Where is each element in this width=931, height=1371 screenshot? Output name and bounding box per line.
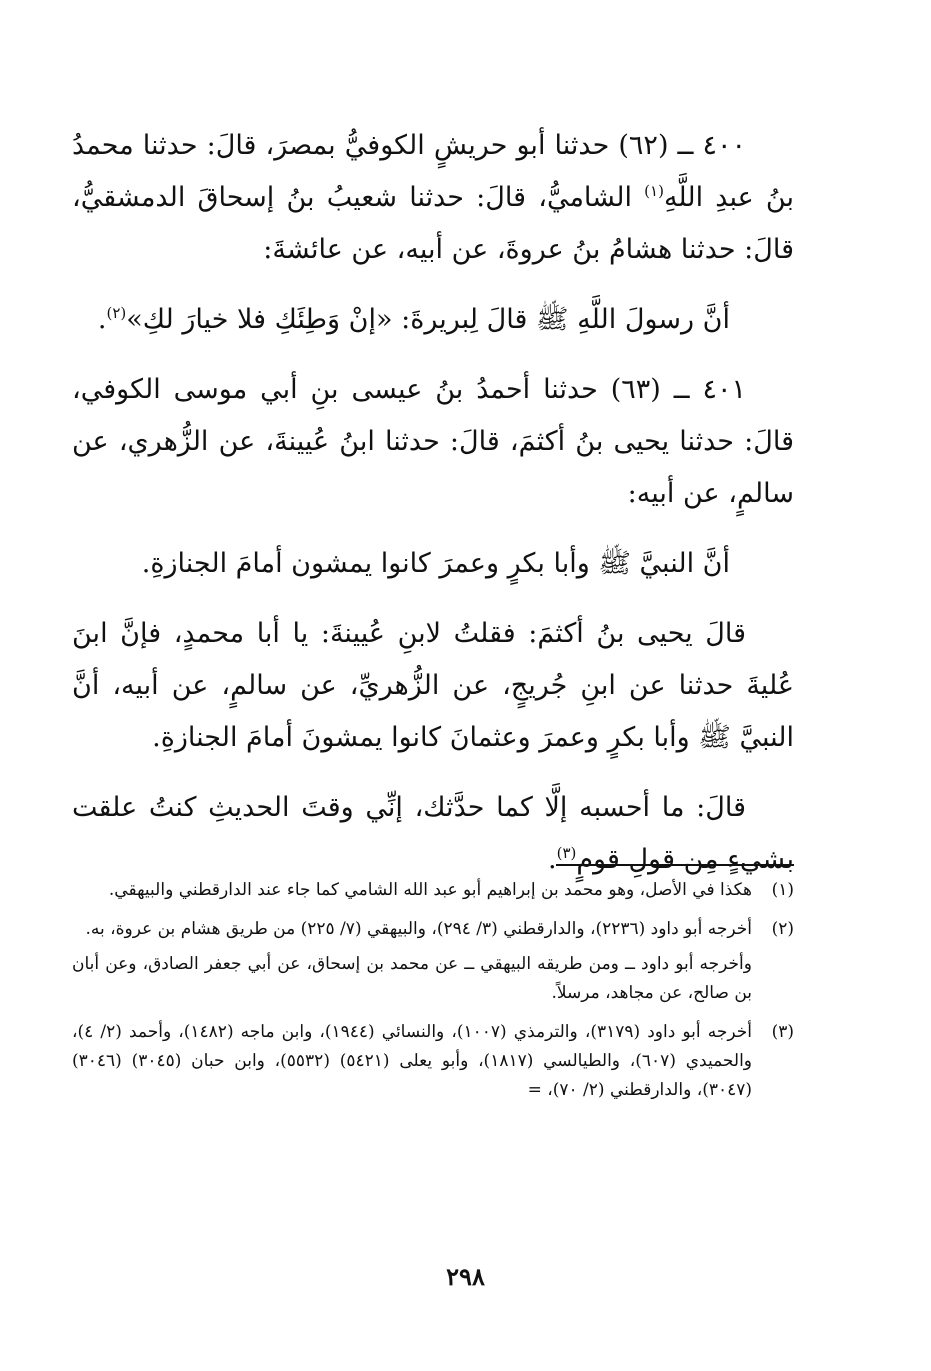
footnote-ref-3[interactable]: (٣) xyxy=(556,844,577,862)
footnote-2-text-1: أخرجه أبو داود (٢٢٣٦)، والدارقطني (٣/ ٢٩٤)، والبيهقي (٧/ ٢٢٥) من طريق هشام بن عروة، به. xyxy=(85,919,752,939)
footnote-3-number: (٣) xyxy=(771,1022,794,1042)
hadith-400-intro: ٤٠٠ ــ (٦٢) حدثنا أبو حريشٍ الكوفيُّ بمصرَ، قالَ: حدثنا محمدُ بنُ عبدِ اللَّهِ xyxy=(72,130,794,213)
footnote-1-text: هكذا في الأصل، وهو محمد بن إبراهيم أبو عبد الله الشامي كما جاء عند الدارقطني والبيهقي. xyxy=(108,880,752,900)
hadith-400-matn-end: . xyxy=(97,304,107,335)
hadith-401-paragraph-3-text: قالَ: ما أحسبه إلَّا كما حدَّثك، إنِّي وقتَ الحديثِ كنتُ علقت بشيءٍ مِن قولِ قومٍ xyxy=(72,792,794,875)
footnote-1-number: (١) xyxy=(771,880,794,900)
footnote-3 xyxy=(72,1018,794,1111)
hadith-401-paragraph-2: قالَ يحيى بنُ أكثمَ: فقلتُ لابنِ عُيينةَ: يا أبا محمدٍ، فإنَّ ابنَ عُليةَ حدثنا عن ابنِ جُريجٍ، عن الزُّهريِّ، عن سالمٍ، عن أبيه، أنَّ النبيَّ ﷺ وأبا بكرٍ وعمرَ وعثمانَ كانوا يمشونَ أمامَ الجنازةِ. xyxy=(72,618,794,753)
footnote-ref-2[interactable]: (٢) xyxy=(106,304,127,322)
hadith-400-matn-text: أنَّ رسولَ اللَّهِ ﷺ قالَ لِبريرةَ: «إنْ وَطِئَكِ فلا خيارَ لكِ» xyxy=(126,304,730,335)
footnote-1 xyxy=(72,876,794,911)
footnote-2-text-2: وأخرجه أبو داود ــ ومن طريقه البيهقي ــ عن محمد بن إسحاق، عن أبي جعفر الصادق، وعن أبان بن صالح، عن مجاهد، مرسلاً. xyxy=(72,954,752,1003)
hadith-401-paragraph-3 xyxy=(72,782,794,886)
footnote-1-body xyxy=(72,876,752,911)
footnotes xyxy=(72,876,794,1115)
footnote-2 xyxy=(72,915,794,1014)
page-number: ٢٩٨ xyxy=(446,1262,485,1291)
hadith-400-isnad xyxy=(72,120,794,276)
footnote-ref-1[interactable]: (١) xyxy=(644,182,664,200)
footnote-3-text: أخرجه أبو داود (٣١٧٩)، والترمذي (١٠٠٧)، والنسائي (١٩٤٤)، وابن ماجه (١٤٨٢)، وأحمد (٢/ ٤)، والحميدي (٦٠٧)، والطيالسي (١٨١٧)، وأبو يعلى (٥٤٢١) (٥٥٣٢)، وابن حبان (٣٠٤٥) (٣٠٤٦) (٣٠٤٧)، والدارقطني (٢/ ٧٠)، = xyxy=(72,1022,753,1100)
hadith-400-rest: الشاميُّ، قالَ: حدثنا شعيبُ بنُ إسحاقَ الدمشقيُّ، قالَ: حدثنا هشامُ بنُ عروةَ، عن أبيه، عن عائشةَ: xyxy=(72,182,794,265)
hadith-401-isnad: ٤٠١ ــ (٦٣) حدثنا أحمدُ بنُ عيسى بنِ أبي موسى الكوفي، قالَ: حدثنا يحيى بنُ أكثمَ، قالَ: حدثنا ابنُ عُيينةَ، عن الزُّهري، عن سالمٍ، عن أبيه: xyxy=(72,374,794,509)
footnote-2-number: (٢) xyxy=(771,919,794,939)
hadith-401-matn: أنَّ النبيَّ ﷺ وأبا بكرٍ وعمرَ كانوا يمشون أمامَ الجنازةِ. xyxy=(141,548,730,579)
main-text xyxy=(72,120,794,904)
footnote-3-body xyxy=(72,1018,752,1111)
hadith-401-paragraph-3-end: . xyxy=(548,844,557,875)
footnote-separator xyxy=(556,864,794,866)
footnote-2-body xyxy=(72,915,752,1014)
hadith-400-matn xyxy=(72,294,794,346)
